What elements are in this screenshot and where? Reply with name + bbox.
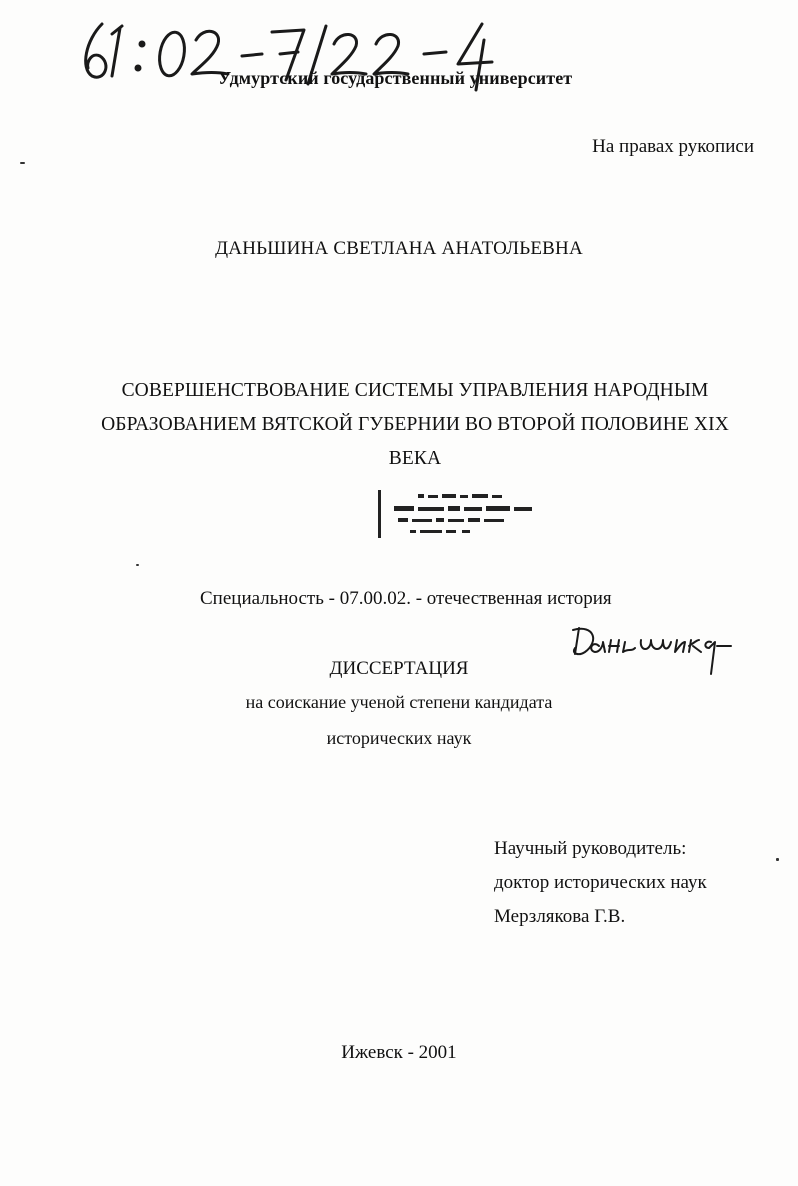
university-name: Удмуртский государственный университет — [218, 68, 573, 88]
advisor-name: Мерзлякова Г.В. — [494, 906, 626, 927]
city-year: Ижевск - 2001 — [341, 1042, 457, 1063]
scan-speck — [20, 162, 25, 164]
scan-speck — [776, 858, 779, 861]
degree-type: ДИССЕРТАЦИЯ — [329, 658, 469, 679]
degree-purpose-line: исторических наук — [326, 728, 472, 748]
advisor-degree: доктор исторических наук — [494, 872, 707, 893]
specialty-line: Специальность - 07.00.02. - отечественная история — [200, 588, 612, 609]
manuscript-rights-note: На правах рукописи — [592, 136, 754, 157]
title-line: СОВЕРШЕНСТВОВАНИЕ СИСТЕМЫ УПРАВЛЕНИЯ НАРОДНЫМ — [121, 380, 709, 401]
author-name: ДАНЬШИНА СВЕТЛАНА АНАТОЛЬЕВНА — [215, 238, 583, 259]
scan-speck — [136, 564, 139, 566]
title-line: ОБРАЗОВАНИЕМ ВЯТСКОЙ ГУБЕРНИИ ВО ВТОРОЙ ПОЛОВИНЕ XIX — [101, 414, 729, 435]
scientific-advisor-block — [494, 832, 707, 934]
title-line: ВЕКА — [388, 448, 442, 469]
library-stamp-icon — [372, 486, 542, 542]
degree-purpose-line: на соискание ученой степени кандидата — [245, 692, 553, 712]
dissertation-title — [60, 374, 770, 476]
advisor-label: Научный руководитель: — [494, 838, 687, 859]
